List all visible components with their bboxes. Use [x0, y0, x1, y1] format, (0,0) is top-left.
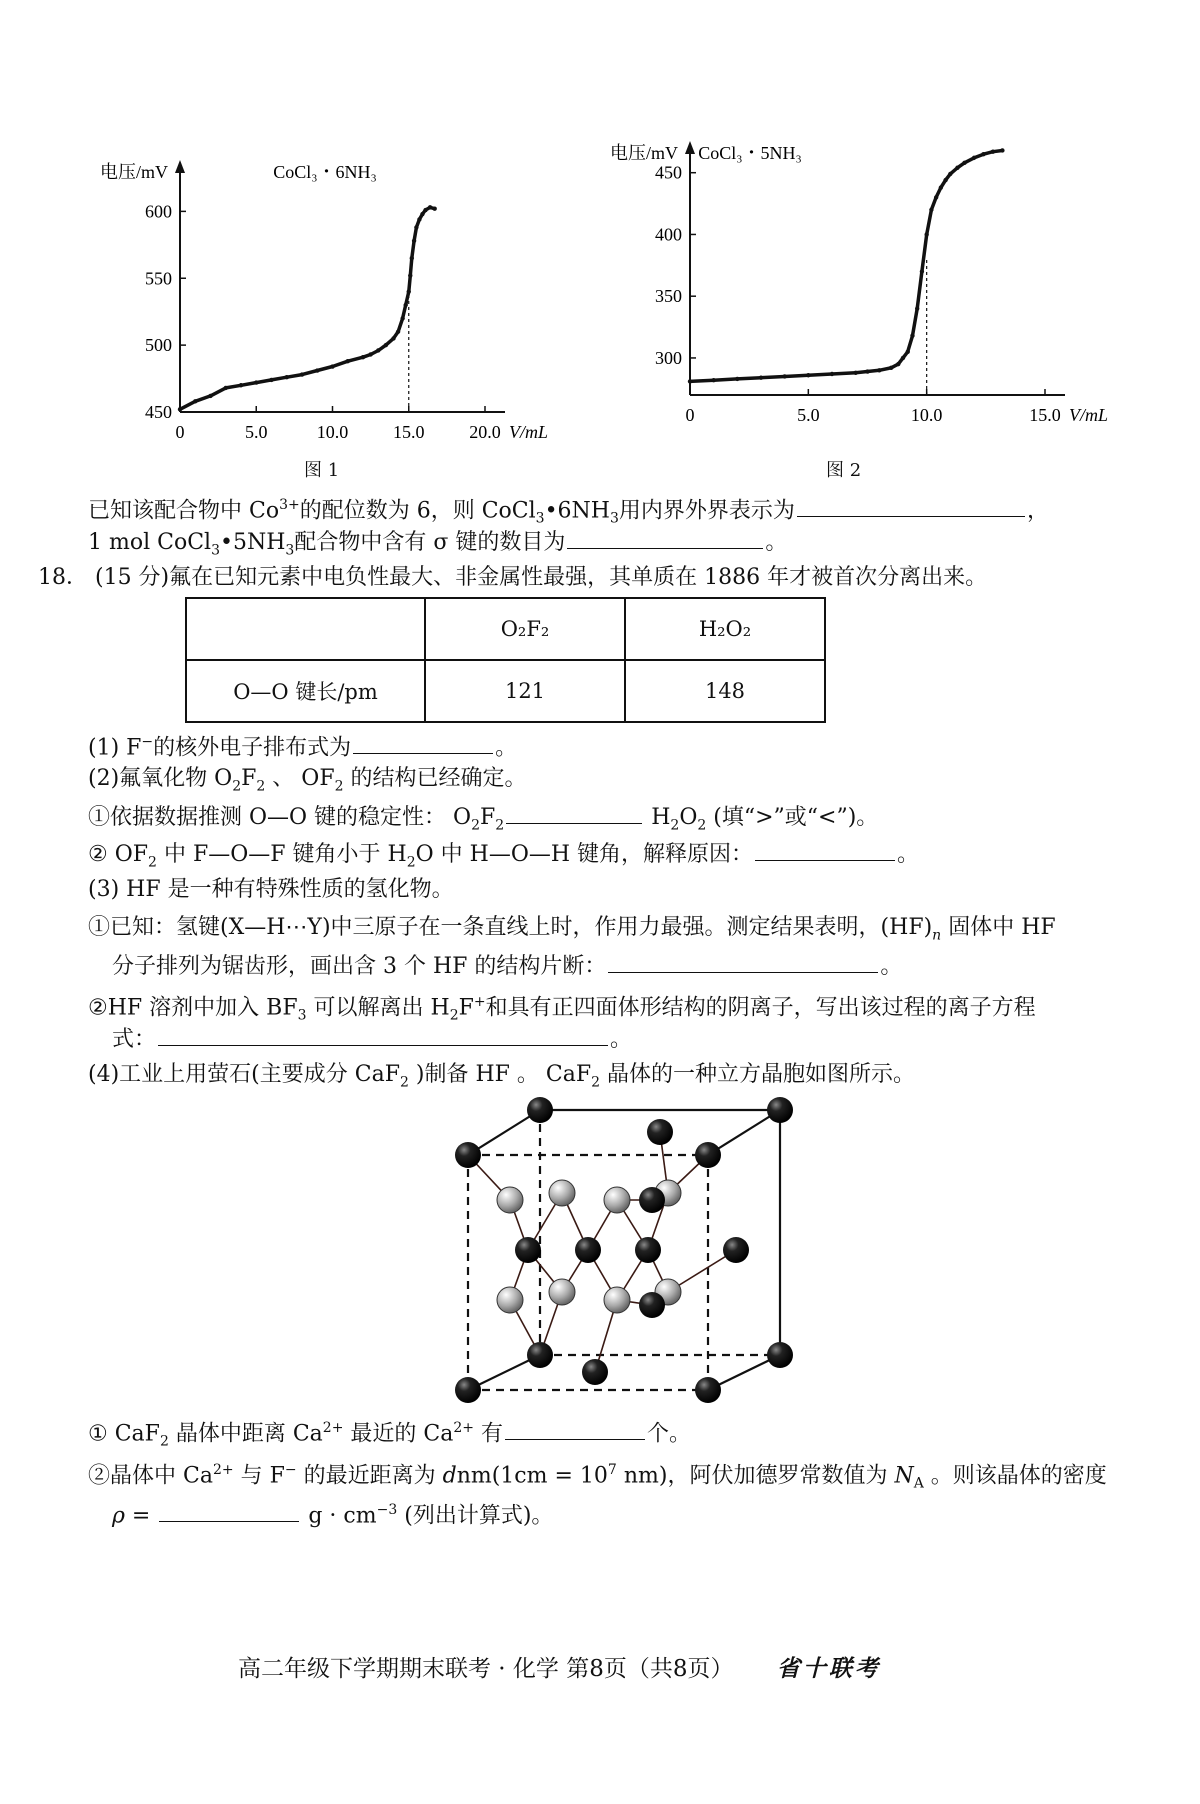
fluoride-ion — [604, 1187, 630, 1213]
data-point — [877, 368, 881, 372]
data-point — [910, 334, 914, 338]
data-point — [254, 380, 258, 384]
y-tick-label: 450 — [655, 162, 682, 183]
answer-blank[interactable] — [506, 801, 642, 824]
data-point — [423, 208, 427, 212]
data-point — [407, 289, 411, 293]
calcium-ion — [767, 1097, 793, 1123]
data-point — [924, 232, 928, 236]
y-tick-label: 500 — [145, 335, 172, 356]
titration-chart-1 — [80, 150, 560, 480]
data-point — [224, 386, 228, 390]
calcium-ion — [647, 1119, 673, 1145]
figure-caption-1: 图 1 — [304, 460, 340, 481]
y-tick-label: 300 — [655, 347, 682, 368]
calcium-ion — [515, 1237, 541, 1263]
subquestion-4-1: ① CaF$_2$ 晶体中距离 $Ca^{2+}$ 最近的 $Ca^{2+}$ 有 个。 — [88, 1413, 691, 1457]
y-tick-label: 450 — [145, 402, 172, 422]
calcium-ion — [455, 1377, 481, 1403]
x-tick-label: 5.0 — [245, 422, 268, 442]
answer-blank[interactable] — [755, 838, 895, 861]
y-axis-label: 电压/mV — [99, 162, 168, 182]
calcium-ion — [723, 1237, 749, 1263]
subquestion-3-2-cont: 式： 。 — [112, 1023, 632, 1055]
data-point — [943, 178, 947, 182]
data-point — [178, 407, 182, 411]
data-point — [782, 374, 786, 378]
data-point — [420, 212, 424, 216]
y-axis-label: 电压/mV — [609, 143, 678, 163]
data-point — [929, 208, 933, 212]
data-point — [400, 316, 404, 320]
data-point — [906, 350, 910, 354]
calcium-ion — [582, 1359, 608, 1385]
answer-blank[interactable] — [608, 950, 878, 973]
data-point — [285, 375, 289, 379]
question-line-sigma: 1 mol $CoCl_3•5NH_3$配合物中含有 σ 键的数目为 。 — [88, 526, 787, 565]
data-point — [391, 336, 395, 340]
data-point — [300, 372, 304, 376]
chart-title: CoCl₃・5NH₃ — [698, 143, 802, 163]
x-tick-label: 0 — [685, 405, 695, 425]
data-point — [915, 306, 919, 310]
titration-chart-2 — [580, 135, 1109, 480]
fluoride-ion — [604, 1287, 630, 1313]
data-point — [889, 366, 893, 370]
answer-blank[interactable] — [353, 731, 493, 754]
data-point — [239, 383, 243, 387]
data-point — [404, 303, 408, 307]
data-point — [934, 195, 938, 199]
data-point — [414, 225, 418, 229]
data-point — [315, 368, 319, 372]
data-point — [735, 377, 739, 381]
subquestion-4-2: ②晶体中 $Ca^{2+}$ 与 F− 的最近距离为 $dnm(1cm = 10^7$ nm)，阿伏加德罗常数值为 $N_A$ 。则该晶体的密度 — [88, 1462, 1107, 1492]
exam-brand: 省十联考 — [776, 1655, 881, 1682]
fluoride-ion — [549, 1279, 575, 1305]
data-point — [396, 330, 400, 334]
data-point — [408, 273, 412, 277]
subquestion-4: (4)工业上用萤石(主要成分 CaF$_2$ )制备 HF 。 CaF$_2$ 晶体的一种立方晶胞如图所示。 — [88, 1062, 916, 1091]
data-point — [346, 359, 350, 363]
data-point — [330, 364, 334, 368]
answer-blank[interactable] — [159, 1499, 299, 1522]
data-point — [955, 166, 959, 170]
data-point — [269, 378, 273, 382]
calcium-ion — [527, 1342, 553, 1368]
calcium-ion — [527, 1097, 553, 1123]
fluoride-ion — [497, 1287, 523, 1313]
data-point — [991, 150, 995, 154]
data-point — [948, 172, 952, 176]
y-axis-arrow — [685, 141, 695, 154]
bond-length-table: O₂F₂ H₂O₂ O—O 键长/pm 121 148 — [185, 597, 826, 723]
data-point — [972, 156, 976, 160]
data-point — [896, 362, 900, 366]
answer-blank[interactable] — [505, 1417, 645, 1440]
data-point — [208, 394, 212, 398]
calcium-ion — [635, 1237, 661, 1263]
subquestion-1: (1) F−的核外电子排布式为 。 — [88, 727, 517, 763]
x-tick-label: 0 — [175, 422, 185, 442]
page-footer: 高二年级下学期期末联考 · 化学 第8页（共8页） 省十联考 — [238, 1655, 881, 1682]
data-point — [688, 379, 692, 383]
subquestion-3-2: ②HF 溶剂中加入 $BF_3$ 可以解离出 $H_2F^+$和具有正四面体形结构的阴离子，写出该过程的离子方程 — [88, 994, 1036, 1024]
x-tick-label: 10.0 — [910, 405, 943, 425]
y-tick-label: 350 — [655, 286, 682, 307]
titration-curve — [180, 207, 435, 409]
data-point — [830, 372, 834, 376]
x-axis-label: V/mL — [509, 422, 549, 442]
subquestion-2: (2)氟氧化物 $O_2F_2$ 、 $OF_2$ 的结构已经确定。 — [88, 766, 527, 795]
x-tick-label: 15.0 — [393, 422, 425, 442]
x-axis-label: V/mL — [1069, 405, 1109, 425]
subquestion-2-2: ② $OF_2$ 中 F—O—F 键角小于 $H_2O$ 中 H—O—H 键角，解释原因： 。 — [88, 838, 919, 877]
data-point — [368, 352, 372, 356]
data-point — [759, 376, 763, 380]
answer-blank[interactable] — [567, 526, 763, 549]
y-tick-label: 400 — [655, 224, 682, 245]
calcium-ion — [639, 1187, 665, 1213]
answer-blank[interactable] — [158, 1023, 608, 1046]
data-point — [376, 348, 380, 352]
data-point — [432, 207, 436, 211]
data-point — [417, 217, 421, 221]
question-line-complex: 已知该配合物中 $Co^{3+}$的配位数为 6，则 $CoCl_3•6NH_3$用内界外界表示为 ， — [88, 490, 1049, 534]
data-point — [981, 152, 985, 156]
calcium-ion — [639, 1292, 665, 1318]
y-tick-label: 600 — [145, 201, 172, 222]
fluoride-ion — [549, 1180, 575, 1206]
y-tick-label: 550 — [145, 268, 172, 289]
calcium-ion — [575, 1237, 601, 1263]
data-point — [384, 343, 388, 347]
data-point — [410, 256, 414, 260]
subquestion-3-1-cont: 分子排列为锯齿形，画出含 3 个 HF 的结构片断： 。 — [112, 950, 902, 982]
data-point — [920, 269, 924, 273]
data-point — [939, 185, 943, 189]
data-point — [865, 369, 869, 373]
figure-caption-2: 图 2 — [826, 460, 862, 481]
x-tick-label: 20.0 — [469, 422, 501, 442]
y-axis-arrow — [175, 160, 185, 173]
subquestion-4-2-cont: $\rho = g \cdot cm^{-3}$ (列出计算式)。 — [112, 1495, 553, 1531]
data-point — [193, 399, 197, 403]
caf2-unit-cell-figure — [440, 1090, 800, 1400]
x-tick-label: 10.0 — [316, 422, 349, 442]
chart-title: CoCl₃・6NH₃ — [273, 162, 377, 182]
data-point — [806, 373, 810, 377]
data-point — [711, 378, 715, 382]
subquestion-3: (3) HF 是一种有特殊性质的氢化物。 — [88, 877, 454, 902]
data-point — [412, 239, 416, 243]
data-point — [1000, 148, 1004, 152]
calcium-ion — [695, 1142, 721, 1168]
data-point — [428, 205, 432, 209]
data-point — [853, 371, 857, 375]
data-point — [361, 355, 365, 359]
x-tick-label: 15.0 — [1029, 405, 1061, 425]
answer-blank[interactable] — [797, 494, 1025, 517]
subquestion-2-1: ①依据数据推测 O—O 键的稳定性： $O_2F_2$ $H_2O_2$ (填“>”或“<”)。 — [88, 801, 878, 840]
calcium-ion — [455, 1142, 481, 1168]
data-point — [962, 161, 966, 165]
question-18-title: 18． (15 分)氟在已知元素中电负性最大、非金属性最强，其单质在 1886 年才被首次分离出来。 — [38, 565, 988, 590]
fluoride-ion — [497, 1187, 523, 1213]
subquestion-3-1: ①已知：氢键(X—H⋯Y)中三原子在一条直线上时，作用力最强。测定结果表明，$(HF)_n$ 固体中 HF — [88, 915, 1056, 944]
calcium-ion — [695, 1377, 721, 1403]
calcium-ion — [767, 1342, 793, 1368]
x-tick-label: 5.0 — [797, 405, 820, 425]
titration-curve — [690, 151, 1002, 382]
data-point — [901, 356, 905, 360]
